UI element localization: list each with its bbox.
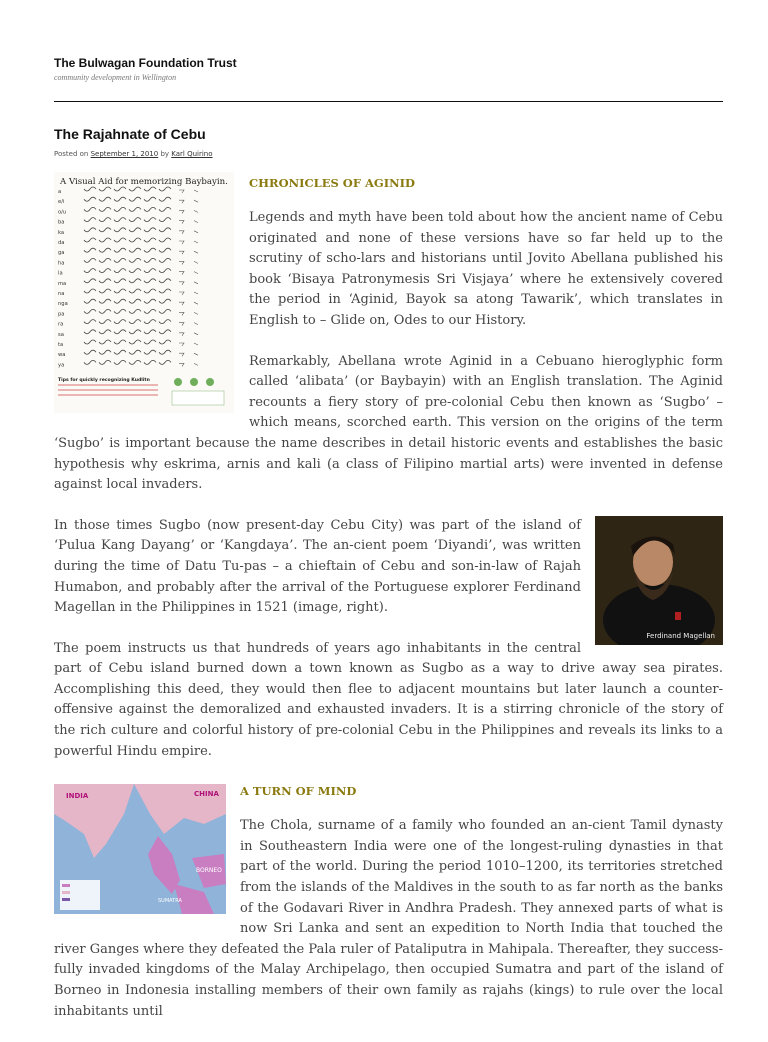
paragraph: In those times Sugbo (now present-day Cebu City) was part of the island of ‘Pulua Kang Dayang’ or ‘Kangdaya’. The an-cient poem ‘Diyandi’, was written during the time of Datu Tu-pas – a chieftain of Cebu and son-in-law of Rajah Humabon, and probably after the arrival of the Portuguese explorer Ferdinand Magellan in the Philippines in 1521 (image, right).	[54, 517, 581, 616]
magellan-portrait-image[interactable]	[595, 516, 723, 645]
map-label-borneo: BORNEO	[196, 867, 222, 875]
site-title[interactable]: The Bulwagan Foundation Trust	[54, 56, 237, 70]
paragraph: The poem instructs us that hundreds of years ago inhabitants in the central part of Cebu island burned down a town known as Sugbo as a way to drive away sea pirates. Accomplishing this deed, they would then flee to adjacent mountains but later launch a counter-offensive against the demoralized and exhausted invaders. It is a stirring chronicle of the story of the rich culture and colorful history of pre-colonial Cebu in the Philippines and reveals its links to a powerful Hindu empire.	[54, 640, 723, 759]
baybayin-row-label: ha	[58, 260, 65, 267]
map-label-china: CHINA	[194, 790, 219, 799]
map-label-india: INDIA	[66, 792, 89, 801]
header-divider	[54, 101, 723, 102]
paragraph: Remarkably, Abellana wrote Aginid in a Cebuano hieroglyphic form called ‘alibata’ (or Baybayin) with an English translation. The Aginid recounts a fiery story of pre-colonial Cebu then known as ‘Sugbo’ – which means, scorched earth. This version on the origins of the term ‘Sugbo’ is important because the name describes in detail historic events and establishes the basic hypothesis why eskrima, arnis and kali (a class of Filipino martial arts) were invented in defense against local invaders.	[54, 353, 723, 493]
post-date-link[interactable]: September 1, 2010	[90, 150, 159, 158]
baybayin-row-label: ta	[58, 342, 64, 348]
baybayin-row-label: da	[58, 240, 65, 246]
baybayin-row-label: ga	[58, 250, 65, 257]
baybayin-row-label: ra	[58, 321, 64, 328]
site-description: community development in Wellington	[54, 73, 177, 82]
author-link[interactable]: Karl Quirino	[171, 150, 213, 158]
baybayin-row-label: nga	[58, 301, 68, 308]
baybayin-row-label: sa	[58, 331, 64, 338]
map-label-sumatra: SUMATRA	[158, 898, 182, 905]
baybayin-row-label: ba	[58, 219, 65, 226]
posted-on-label: Posted on	[54, 150, 89, 158]
post-meta	[54, 150, 213, 158]
baybayin-row-label: o/u	[58, 209, 67, 216]
baybayin-row-label: pa	[58, 311, 65, 318]
baybayin-row-label: e/i	[58, 199, 65, 206]
chola-map-image[interactable]	[54, 784, 226, 914]
magellan-caption: Ferdinand Magellan	[646, 631, 715, 640]
baybayin-row-label: a	[58, 189, 62, 195]
by-label: by	[160, 150, 170, 158]
baybayin-chart-image[interactable]	[54, 172, 234, 413]
baybayin-row-label: wa	[58, 352, 66, 359]
baybayin-chart-title: A Visual Aid for memorizing Baybayin.	[60, 177, 228, 187]
baybayin-row-label: la	[58, 270, 63, 277]
baybayin-row-label: ma	[58, 280, 67, 287]
baybayin-row-label: na	[58, 291, 65, 297]
section-heading-chronicles: CHRONICLES OF AGINID	[249, 176, 415, 190]
section-heading-turn-of-mind: A TURN OF MIND	[240, 784, 357, 799]
paragraph: Legends and myth have been told about how the ancient name of Cebu originated and none of these versions have so far held up to the scrutiny of scho-lars and historians until Jovito Abellana published his book ‘Bisaya Patronymesis Sri Visjaya’ where he extensively covered the period in ‘Aginid, Bayok sa atong Tawarik’, which translates in English to – Glide on, Odes to our History.	[249, 210, 723, 328]
post-content	[54, 172, 723, 1042]
paragraph: The Chola, surname of a family who founded an an-cient Tamil dynasty in Southeastern India were one of the longest-ruling dynasties in that part of the world. During the period 1010–1200, its territories stretched from the islands of the Maldives in the south to as far north as the banks of the Godavari River in Andhra Pradesh. They annexed parts of what is now Sri Lanka and sent an expedition to North India that touched the river Ganges where they defeated the Pala ruler of Pataliputra in Mahipala. Thereafter, they success-fully invaded kingdoms of the Malay Archipelago, then occupied Sumatra and part of the island of Borneo in Indonesia installing members of their own family as rajahs (kings) to rule over the local inhabitants until	[54, 818, 723, 1019]
baybayin-row-label: ka	[58, 229, 65, 236]
post-title[interactable]: The Rajahnate of Cebu	[54, 126, 206, 142]
baybayin-tips: Tips for quickly recognizing Kudlitn	[58, 378, 150, 383]
baybayin-row-label: ya	[58, 362, 65, 369]
